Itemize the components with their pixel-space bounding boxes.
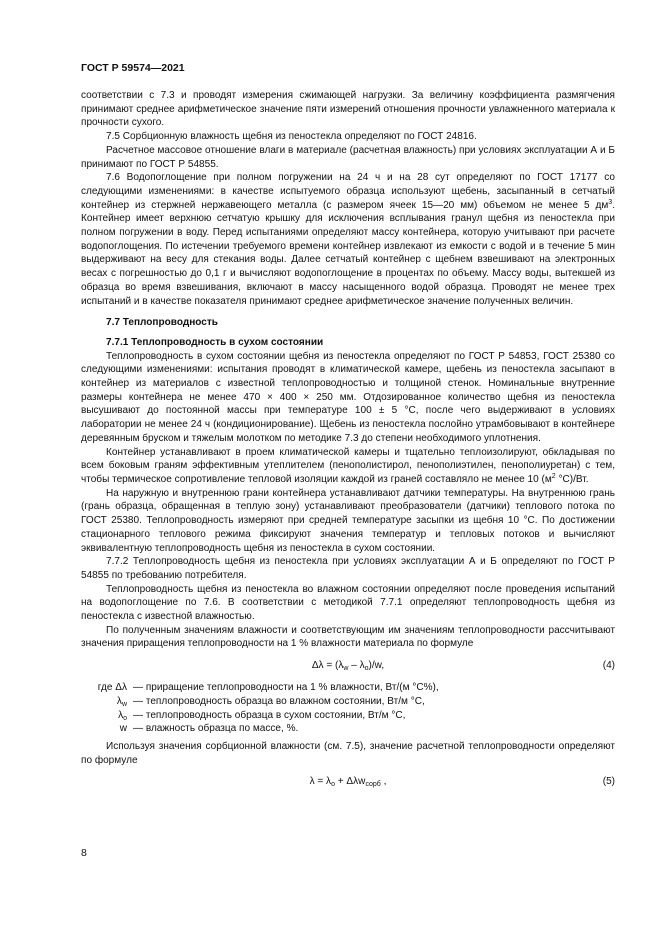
formula-legend [81, 681, 615, 736]
formula-5-expression: $\lambda = \lambda_o + \Delta\lambda w_{сорб}$ , [309, 776, 387, 789]
formula-4 [81, 659, 615, 673]
formula-4-number: (4) [602, 660, 615, 672]
legend-row: w — влажность образца по массе, %. [119, 723, 299, 735]
paragraph-7-7-2: 7.7.2 Теплопроводность щебня из пеностекла при условиях эксплуатации А и Б определяют по ГОСТ Р 54855 по требованию потребителя. [81, 556, 615, 581]
paragraph-dry-conductivity: Теплопроводность в сухом состоянии щебня из пеностекла определяют по ГОСТ Р 54853, ГОСТ 25380 со следующими изменениями: испытания проводят в климатической камере, щебень из пеностекла засыпают в контейнер из материалов с известной теплопроводностью и толщиной стенок. Номинальные внутренние размеры контейнера не менее 470 × 400 × 250 мм. Отдозированное количество щебня из пеностекла высушивают до постоянной массы при температуре 100 ± 5 °С, после чего выдерживают в условиях лаборатории не менее 24 ч (кондиционирование). Щебень из пеностекла послойно утрамбовывают в контейнере деревянным бруском и тяжелым молотком по методике 7.3 до степени необходимого уплотнения. [81, 350, 615, 444]
paragraph-7-6 [81, 171, 615, 308]
unit-superscript: 3 [608, 198, 613, 206]
legend-row: где Δλ — приращение теплопроводности на 1 % влажности, Вт/(м °С%), [97, 682, 439, 694]
paragraph-sorption: Используя значения сорбционной влажности (см. 7.5), значение расчетной теплопроводности определяют по формуле [81, 740, 615, 766]
paragraph-softening: соответствии с 7.3 и проводят измерения сжимающей нагрузки. За величину коэффициента размягчения принимают среднее арифметическое значение пяти измерений отношения прочности увлажненного материала к прочности сухого. [81, 90, 615, 129]
paragraph-wet-conductivity: Теплопроводность щебня из пеностекла во влажном состоянии определяют после проведения испытаний на водопоглощение по 7.6. В соответствии с методикой 7.7.1 определяют теплопроводность щебня из пеностекла с известной влажностью. [81, 583, 615, 623]
unit-superscript: 2 [551, 472, 556, 480]
formula-4-expression: $\Delta\lambda = (\lambda_w - \lambda_o)/w$, [311, 660, 385, 673]
page-body [81, 89, 615, 797]
paragraph-design-moisture: Расчетное массовое отношение влаги в материале (расчетная влажность) при условиях эксплуатации А и Б принимают по ГОСТ Р 54855. [81, 144, 615, 170]
paragraph-sensors: На наружную и внутреннюю грани контейнера устанавливают датчики температуры. На внутреннюю грань (грань образца, обращенная в теплую зону) устанавливают преобразователи (датчики) теплового потока по ГОСТ 25380. Теплопроводность измеряют при средней температуре засыпки из щебня 10 °С. По достижении стационарного теплового режима фиксируют значения температур и тепловых потоков и вычисляют эквивалентную теплопроводность щебня из пеностекла в сухом состоянии. [81, 487, 615, 554]
paragraph-container-insulation [81, 446, 615, 487]
paragraph-7-5: 7.5 Сорбционную влажность щебня из пеностекла определяют по ГОСТ 24816. [106, 131, 477, 143]
paragraph-insulation-part2: °С)/Вт. [555, 473, 589, 485]
legend-row: $\lambda_w$ — теплопроводность образца во влажном состоянии, Вт/м °С, [116, 695, 425, 708]
legend-row: $\lambda_o$ — теплопроводность образца в сухом состоянии, Вт/м °С, [118, 709, 406, 722]
paragraph-increment: По полученным значениям влажности и соответствующим им значениям теплопроводности рассчитывают значения приращения теплопроводности на 1 % влажности материала по формуле [81, 624, 615, 650]
paragraph-7-6-part2: . Контейнер имеет верхнюю сетчатую крышку для исключения всплывания гранул щебня из пеностекла при полном погружении в воду. Перед испытаниями определяют массу контейнера, которую учитывают при расчете водопоглощения. По истечении требуемого времени контейнер извлекают из емкости с водой и в течение 5 мин выдерживают на весу для стекания воды. Далее сетчатый контейнер с щебнем взвешивают на электронных весах с погрешностью до 0,1 г и вычисляют водопоглощение в процентах по объему. Массу воды, вытекшей из образца во время взвешивания, включают в массу насыщенного водой образца. Проводят не менее трех испытаний и в качестве показателя принимают среднее арифметическое значение полученных величин. [81, 199, 615, 307]
standard-header: ГОСТ Р 59574—2021 [81, 62, 185, 74]
paragraph-7-6-part1: 7.6 Водопоглощение при полном погружении на 24 ч и на 28 сут определяют по ГОСТ 17177 со следующими изменениями: в качестве испытуемого образца используют щебень, засыпанный в сетчатый контейнер из стержней нержавеющего металла (с размером ячеек 15—20 мм) объемом не менее 5 дм [81, 172, 615, 211]
formula-5-number: (5) [602, 776, 615, 788]
section-heading-7-7: 7.7 Теплопроводность [106, 317, 218, 329]
section-heading-7-7-1: 7.7.1 Теплопроводность в сухом состоянии [106, 336, 324, 348]
paragraph-insulation-part1: Контейнер устанавливают в проем климатической камеры и тщательно теплоизолируют, обкладывая по всем боковым граням эффективным утеплителем (пенополистирол, пенополиэтилен, пенополиуретан) с тем, чтобы термическое сопротивление тепловой изоляции каждой из граней составляло не менее 10 (м [81, 446, 615, 485]
formula-5 [81, 775, 615, 789]
page-number: 8 [81, 847, 87, 859]
